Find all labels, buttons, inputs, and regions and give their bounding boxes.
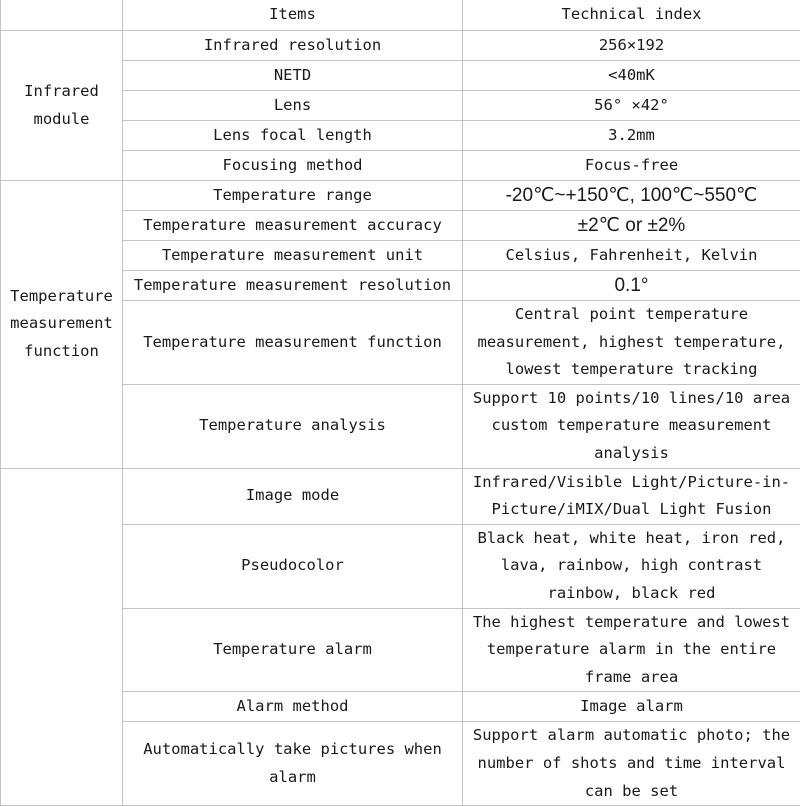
value-cell: Image alarm xyxy=(463,692,800,722)
item-cell: Temperature alarm xyxy=(123,608,463,692)
item-cell: NETD xyxy=(123,61,463,91)
item-cell: Lens focal length xyxy=(123,121,463,151)
value-cell: 3.2mm xyxy=(463,121,800,151)
item-cell: Lens xyxy=(123,91,463,121)
value-cell: Support alarm automatic photo; the number of shots and time interval can be set xyxy=(463,722,800,806)
header-items: Items xyxy=(123,0,463,31)
value-cell: Central point temperature measurement, highest temperature, lowest temperature tracking xyxy=(463,301,800,385)
item-cell: Temperature range xyxy=(123,181,463,211)
item-cell: Infrared resolution xyxy=(123,31,463,61)
group-imaging xyxy=(1,468,123,806)
value-cell: 0.1° xyxy=(463,271,800,301)
value-cell: Support 10 points/10 lines/10 area custom temperature measurement analysis xyxy=(463,384,800,468)
item-cell: Temperature measurement resolution xyxy=(123,271,463,301)
group-infrared-module: Infrared module xyxy=(1,31,123,181)
table-row xyxy=(1,181,800,211)
item-cell: Pseudocolor xyxy=(123,524,463,608)
item-cell: Image mode xyxy=(123,468,463,524)
header-technical-index: Technical index xyxy=(463,0,800,31)
value-cell: Infrared/Visible Light/Picture-in-Picture/iMIX/Dual Light Fusion xyxy=(463,468,800,524)
value-cell: Celsius, Fahrenheit, Kelvin xyxy=(463,241,800,271)
item-cell: Temperature measurement accuracy xyxy=(123,211,463,241)
item-cell: Alarm method xyxy=(123,692,463,722)
value-cell: Focus-free xyxy=(463,151,800,181)
group-temperature-measurement-function: Temperature measurement function xyxy=(1,181,123,469)
item-cell: Temperature measurement function xyxy=(123,301,463,385)
header-group-cell xyxy=(1,0,123,31)
item-cell: Temperature analysis xyxy=(123,384,463,468)
value-cell: 56° ×42° xyxy=(463,91,800,121)
value-cell: ±2℃ or ±2% xyxy=(463,211,800,241)
item-cell: Temperature measurement unit xyxy=(123,241,463,271)
value-cell: <40mK xyxy=(463,61,800,91)
value-cell: 256×192 xyxy=(463,31,800,61)
table-row xyxy=(1,31,800,61)
table-row xyxy=(1,468,800,524)
item-cell: Automatically take pictures when alarm xyxy=(123,722,463,806)
value-cell: -20℃~+150℃, 100℃~550℃ xyxy=(463,181,800,211)
header-row xyxy=(1,0,800,31)
value-cell: The highest temperature and lowest temperature alarm in the entire frame area xyxy=(463,608,800,692)
item-cell: Focusing method xyxy=(123,151,463,181)
value-cell: Black heat, white heat, iron red, lava, rainbow, high contrast rainbow, black red xyxy=(463,524,800,608)
